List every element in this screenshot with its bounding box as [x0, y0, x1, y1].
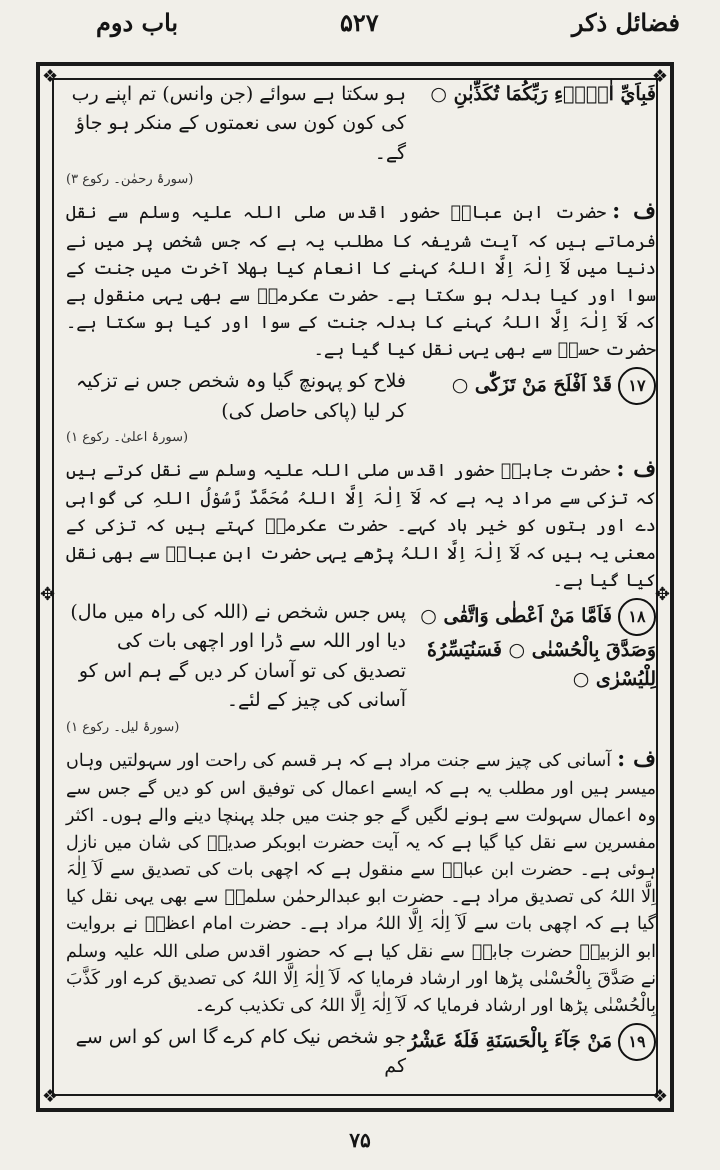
urdu-translation: فلاح کو پہونچ گیا وہ شخص جس نے تزکیہ کر لیا (پاکی حاصل کی) [75, 370, 406, 422]
fayda-mark: ف : [612, 198, 656, 225]
fayda-mark: ف : [616, 456, 656, 483]
chapter-title: باب دوم [96, 8, 179, 37]
commentary-text: حضرت جابرؓ حضور اقدس صلی اللہ علیہ وسلم سے نقل کرتے ہیں کہ تزکی سے مراد یہ ہے کہ لَآ اِلٰہَ اِلَّا اللہُ مُحَمَّدٌ رَّسُوْلُ اللہِ کی گواہی دے اور بتوں کو خیر باد کہے۔ حضرت عکرمہؓ کہتے ہیں کہ تزکی کے معنی یہ ہیں کہ لَآ اِلٰہَ اِلَّا اللہُ پڑھے یہی حضرت ابن عباسؓ سے بھی نقل کیا گیا ہے۔ [66, 461, 656, 591]
urdu-translation: پس جس شخص نے (اللہ کی راہ میں مال) دیا اور اللہ سے ڈرا اور اچھی بات کی تصدیق کی تو آسان کر دیں گے ہم اس کو آسانی کی چیز کے لئے۔ [70, 600, 406, 712]
arabic-verse: فَبِاَيِّ اٰلَاۤءِ رَبِّكُمَا تُكَذِّبٰنِ ○ [430, 83, 656, 105]
urdu-translation: جو شخص نیک کام کرے گا اس کو اس سے کم [75, 1025, 406, 1078]
footer-page-number: ۷۵ [349, 1128, 371, 1152]
arabic-verse-text: فَاَمَّا مَنْ اَعْطٰى وَاتَّقٰى ○ وَصَدَّقَ بِالْحُسْنٰى ○ فَسَنُيَسِّرُهٗ لِلْيُسْرٰى ○ [420, 604, 656, 691]
corner-ornament-icon: ❖ [651, 66, 668, 87]
verse-block [66, 598, 656, 716]
verse-block [66, 1023, 656, 1082]
verse-block [66, 367, 656, 426]
urdu-translation: ہو سکتا ہے سوائے (جن وانس) تم اپنے رب کی کون کون سی نعمتوں کے منکر ہو جاؤ گے۔ [71, 83, 406, 164]
commentary-paragraph [66, 452, 656, 595]
verse-number: ۱۸ [618, 598, 656, 636]
arabic-verse-text: مَنْ جَآءَ بِالْحَسَنَةِ فَلَهٗ عَشْرُ [408, 1029, 612, 1052]
surah-reference: (سورۂ رحمٰن۔ رکوع ۳) [66, 172, 194, 188]
verse-number: ۱۷ [618, 367, 656, 405]
page-content [66, 78, 656, 1088]
arabic-verse [406, 367, 656, 405]
book-title: فضائل ذکر [571, 8, 680, 37]
fayda-mark: ف : [617, 745, 656, 772]
commentary-paragraph [66, 742, 656, 1020]
commentary-paragraph [66, 194, 656, 364]
side-ornament-icon: ✥ [40, 584, 56, 605]
page-header [0, 0, 720, 60]
commentary-text: حضرت ابن عباسؓ حضور اقدس صلی اللہ علیہ وسلم سے نقل فرماتے ہیں کہ آیت شریفہ کا مطلب یہ ہے کہ جس شخص پر میں نے دنیا میں لَآ اِلٰہَ اِلَّا اللہُ کہنے کا انعام کیا بھلا آخرت میں جنت کے سوا اور کیا بدلہ ہو سکتا ہے۔ حضرت عکرمہؓ سے بھی یہی منقول ہے کہ لَآ اِلٰہَ اِلَّا اللہُ کہنے کا بدلہ جنت کے سوا اور کیا ہو سکتا ہے۔ حضرت حسنؒ سے بھی یہی نقل کیا گیا ہے۔ [66, 203, 656, 361]
page-number: ۵۲۷ [340, 8, 379, 37]
corner-ornament-icon: ❖ [651, 1086, 668, 1107]
side-ornament-icon: ✥ [654, 584, 670, 605]
arabic-verse [406, 598, 656, 695]
commentary-text: آسانی کی چیز سے جنت مراد ہے کہ ہر قسم کی راحت اور سہولتیں وہاں میسر ہیں اور مطلب یہ ہے کہ ایسے اعمال کی توفیق اس کو دیں گے جس سے وہ اعمال سہولت سے ہونے لگیں گے جو جنت میں جلد پہنچا دینے والے ہوں۔ اکثر مفسرین سے نقل کیا گیا ہے کہ یہ آیت حضرت ابوبکر صدیقؓ کی شان میں نازل ہوئی ہے۔ حضرت ابن عباسؓ سے منقول ہے کہ اچھی بات کی تصدیق سے لَآ اِلٰہَ اِلَّا اللہُ کی تصدیق مراد ہے۔ حضرت ابو عبدالرحمٰن سلمیؒ سے بھی یہی نقل کیا گیا ہے کہ اچھی بات سے لَآ اِلٰہَ اِلَّا اللہُ مراد ہے۔ حضرت امام اعظمؒ نے بروایت ابو الزبیرؒ حضرت جابرؓ سے نقل کیا ہے کہ حضور اقدس صلی اللہ علیہ وسلم نے صَدَّقَ بِالْحُسْنٰى پڑھا اور ارشاد فرمایا کہ لَآ اِلٰہَ اِلَّا اللہُ کی تصدیق کرے اور کَذَّبَ بِالْحُسْنٰى پڑھا اور ارشاد فرمایا کہ لَآ اِلٰہَ اِلَّا اللہُ کی تکذیب کرے۔ [66, 750, 656, 1016]
corner-ornament-icon: ❖ [42, 66, 59, 87]
arabic-verse-text: قَدْ اَفْلَحَ مَنْ تَزَكّٰى ○ [451, 374, 612, 397]
corner-ornament-icon: ❖ [42, 1086, 59, 1107]
surah-reference: (سورۂ لیل۔ رکوع ۱) [66, 719, 180, 735]
surah-reference: (سورۂ اعلیٰ۔ رکوع ۱) [66, 430, 189, 446]
arabic-verse [406, 1023, 656, 1061]
verse-number: ۱۹ [618, 1023, 656, 1061]
verse-block [66, 80, 656, 168]
